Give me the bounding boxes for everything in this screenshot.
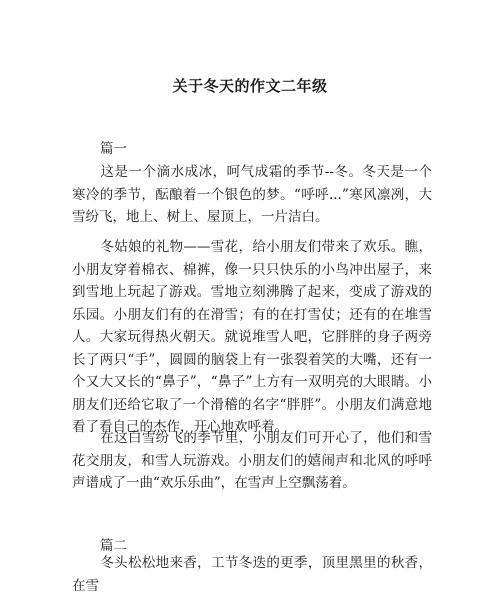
paragraph-4-partial xyxy=(72,552,432,597)
section-heading-1: 篇一 xyxy=(100,141,127,157)
paragraph-2-text: 冬姑娘的礼物——雪花，给小朋友们带来了欢乐。瞧，小朋友穿着棉衣、棉裤，像一只只快乐的小鸟冲出屋子，来到雪地上玩起了游戏。雪地立刻沸腾了起来，变成了游戏的乐园。小朋友们有的在滑雪；有的在打雪仗；还有的在堆雪人。大家玩得热火朝天。就说堆雪人吧，它胖胖的身子两旁长了两只“手”，圆圆的脑袋上有一张裂着笑的大嘴，还有一个又大又长的“鼻子”，“鼻子”上方有一双明亮的大眼睛。小朋友们还给它取了一个滑稽的名字“胖胖”。小朋友们满意地看了看自己的杰作，开心地欢呼着。 xyxy=(72,239,432,435)
paragraph-4-text: 冬头松松地来香，工节冬迭的更季，顶里黑里的秋香，在雪 xyxy=(72,555,432,594)
paragraph-2 xyxy=(72,236,432,439)
paragraph-3-text: 在这白雪纷飞的季节里，小朋友们可开心了，他们和雪花交朋友，和雪人玩游戏。小朋友们的嬉闹声和北风的呼呼声谱成了一曲“欢乐乐曲”，在雪声上空飘荡着。 xyxy=(72,430,432,491)
paragraph-1 xyxy=(72,161,432,229)
section-heading-2: 篇二 xyxy=(100,538,127,554)
paragraph-3 xyxy=(72,427,432,495)
paragraph-1-text: 这是一个滴水成冰，呵气成霜的季节--冬。冬天是一个寒冷的季节，酝酿着一个银色的梦。“呼呼...”寒风凛冽，大雪纷飞，地上、树上、屋顶上，一片洁白。 xyxy=(72,164,432,225)
document-title: 关于冬天的作文二年级 xyxy=(172,77,328,95)
